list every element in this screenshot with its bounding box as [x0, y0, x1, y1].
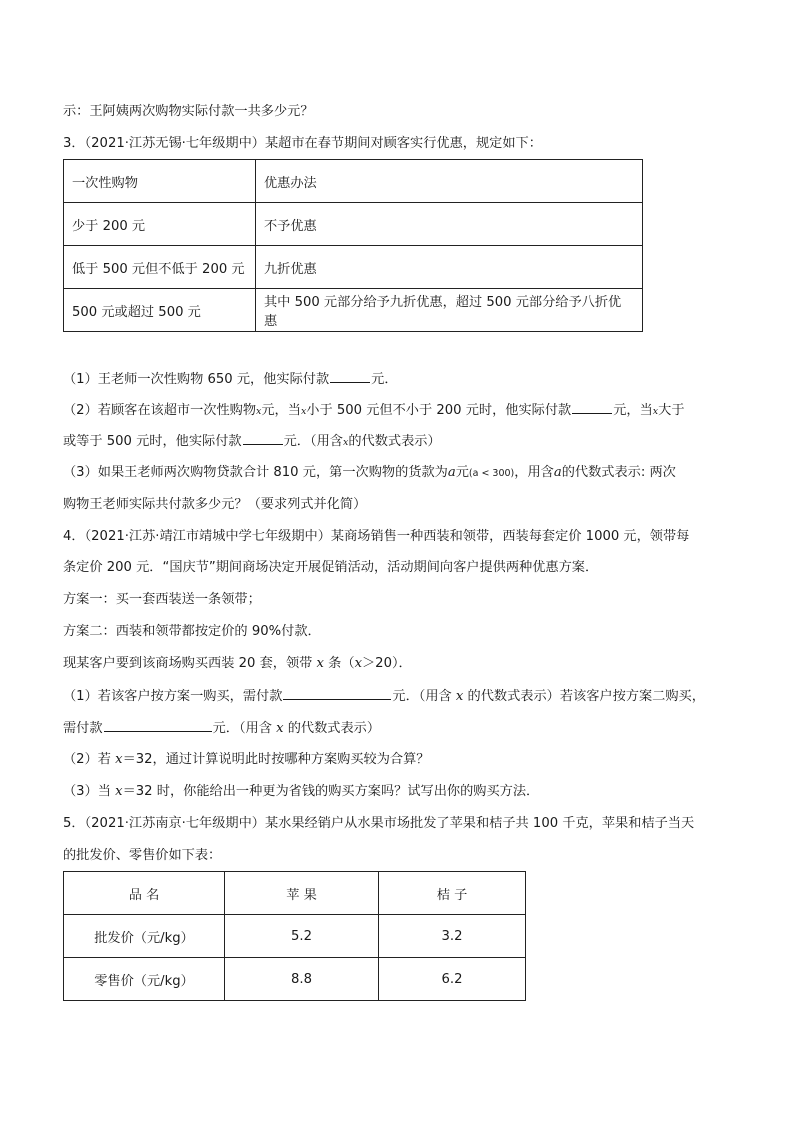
q4-plan1: 方案一：买一套西装送一条领带； — [63, 592, 261, 607]
q4-part3-text-a: （3）当 — [63, 784, 116, 799]
var-x: x — [354, 656, 362, 671]
q3-part2-line1 — [63, 401, 685, 421]
answer-blank[interactable] — [572, 401, 612, 414]
table-cell: 其中 500 元部分给予九折优惠，超过 500 元部分给予八折优惠 — [256, 289, 643, 332]
q4-part2-text-b: ＝32，通过计算说明此时按哪种方案购买较为合算？ — [122, 752, 430, 767]
table-cell: 九折优惠 — [256, 246, 643, 289]
q4-part1-line1 — [63, 687, 705, 706]
q3-part3-text-a: （3）如果王老师两次购物贷款合计 810 元，第一次购物的货款为 — [63, 465, 448, 480]
table-row — [64, 203, 643, 246]
q3-part3-text-c: ，用含 — [514, 465, 554, 480]
table-cell: 批发价（元/kg） — [64, 915, 225, 958]
var-a: a — [447, 465, 456, 480]
q3-part2-text-a: （2）若顾客在该超市一次性购物 — [63, 403, 257, 418]
table-cell: 6.2 — [379, 958, 526, 1001]
q4-plan2: 方案二：西装和领带都按定价的 90%付款． — [63, 624, 321, 639]
var-x: x — [115, 784, 123, 799]
var-x: x — [316, 656, 324, 671]
table-header-cell: 品 名 — [64, 872, 225, 915]
var-x: x — [115, 752, 123, 767]
table-cell: 低于 500 元但不低于 200 元 — [64, 246, 256, 289]
table-cell: 不予优惠 — [256, 203, 643, 246]
table-cell: 优惠办法 — [256, 160, 643, 203]
q3-part2-text-d: 元，当 — [613, 403, 653, 418]
q3-part2-text-g: 元．（用含 — [283, 434, 343, 449]
q4-part1-line2 — [63, 719, 380, 738]
table-row — [64, 160, 643, 203]
q3-part1 — [63, 370, 398, 389]
q4-header-line1: 4．（2021·江苏·靖江市靖城中学七年级期中）某商场销售一种西装和领带，西装每套定价 1000 元，领带每 — [63, 529, 690, 544]
table-header-cell: 苹 果 — [225, 872, 379, 915]
answer-blank[interactable] — [283, 687, 391, 700]
q4-part3 — [63, 783, 539, 801]
answer-blank[interactable] — [243, 432, 283, 445]
q4-scenario — [63, 655, 412, 673]
q4-scenario-text-a: 现某客户要到该商场购买西装 20 套，领带 — [63, 656, 317, 671]
q3-part3-condition: (a < 300) — [468, 468, 515, 479]
table-cell: 5.2 — [225, 915, 379, 958]
table-row — [64, 915, 526, 958]
q5-price-table — [63, 871, 526, 1001]
q4-part2-text-a: （2）若 — [63, 752, 116, 767]
table-row — [64, 289, 643, 332]
q3-part1-text: （1）王老师一次性购物 650 元，他实际付款 — [63, 372, 330, 387]
table-row — [64, 958, 526, 1001]
q3-discount-table — [63, 159, 643, 332]
q4-part1-text-c: 的代数式表示）若该客户按方案二购买， — [463, 689, 705, 704]
var-x: x — [256, 406, 262, 417]
q4-part3-text-b: ＝32 时，你能给出一种更为省钱的购买方案吗？试写出你的购买方法． — [122, 784, 540, 799]
var-x: x — [276, 721, 284, 736]
q3-part3-text-d: 的代数式表示: 两次 — [561, 465, 676, 480]
table-cell: 8.8 — [225, 958, 379, 1001]
table-header-cell: 桔 子 — [379, 872, 526, 915]
q5-header-line2: 的批发价、零售价如下表： — [63, 848, 222, 863]
table-cell: 3.2 — [379, 915, 526, 958]
table-row — [64, 246, 643, 289]
answer-blank[interactable] — [330, 370, 370, 383]
table-header-row — [64, 872, 526, 915]
var-x: x — [455, 689, 464, 704]
answer-blank[interactable] — [104, 719, 212, 732]
q3-part3-line1 — [63, 464, 676, 483]
table-cell: 零售价（元/kg） — [64, 958, 225, 1001]
q3-part2-text-b: 元，当 — [261, 403, 301, 418]
q4-part1-text-e: 元．（用含 — [212, 721, 277, 736]
q3-part3-text-b: 元 — [455, 465, 469, 480]
var-x: x — [342, 437, 349, 448]
q4-part1-text-f: 的代数式表示） — [283, 721, 381, 736]
table-cell: 一次性购物 — [64, 160, 256, 203]
q3-part2-text-f: 或等于 500 元时，他实际付款 — [63, 434, 242, 449]
var-a: a — [553, 465, 562, 480]
var-x: x — [300, 406, 307, 417]
q5-header-line1: 5．（2021·江苏南京·七年级期中）某水果经销户从水果市场批发了苹果和桔子共 100 千克，苹果和桔子当天 — [63, 816, 695, 831]
q3-part2-text-c: 小于 500 元但不小于 200 元时，他实际付款 — [306, 403, 572, 418]
q3-part2-line2 — [63, 432, 441, 452]
q4-part1-text-d: 需付款 — [63, 721, 103, 736]
q4-header-line2: 条定价 200 元．“国庆节”期间商场决定开展促销活动，活动期间向客户提供两种优惠方案． — [63, 560, 599, 575]
q4-part1-text-b: 元．（用含 — [392, 689, 456, 704]
q4-scenario-text-c: ＞20）． — [362, 656, 412, 671]
table-cell: 少于 200 元 — [64, 203, 256, 246]
table-cell: 500 元或超过 500 元 — [64, 289, 256, 332]
q3-part2-text-h: 的代数式表示） — [348, 434, 441, 449]
continued-question-line: 示：王阿姨两次购物实际付款一共多少元？ — [63, 104, 314, 119]
var-x: x — [652, 406, 659, 417]
q4-part1-text-a: （1）若该客户按方案一购买，需付款 — [63, 689, 283, 704]
q3-part3-line2: 购物王老师实际共付款多少元？（要求列式并化简） — [63, 497, 367, 512]
q3-header: 3．（2021·江苏无锡·七年级期中）某超市在春节期间对顾客实行优惠，规定如下： — [63, 136, 542, 151]
q4-part2 — [63, 751, 430, 769]
q3-part2-text-e: 大于 — [658, 403, 685, 418]
q3-part1-unit: 元． — [371, 372, 398, 387]
q4-scenario-text-b: 条（ — [323, 656, 355, 671]
